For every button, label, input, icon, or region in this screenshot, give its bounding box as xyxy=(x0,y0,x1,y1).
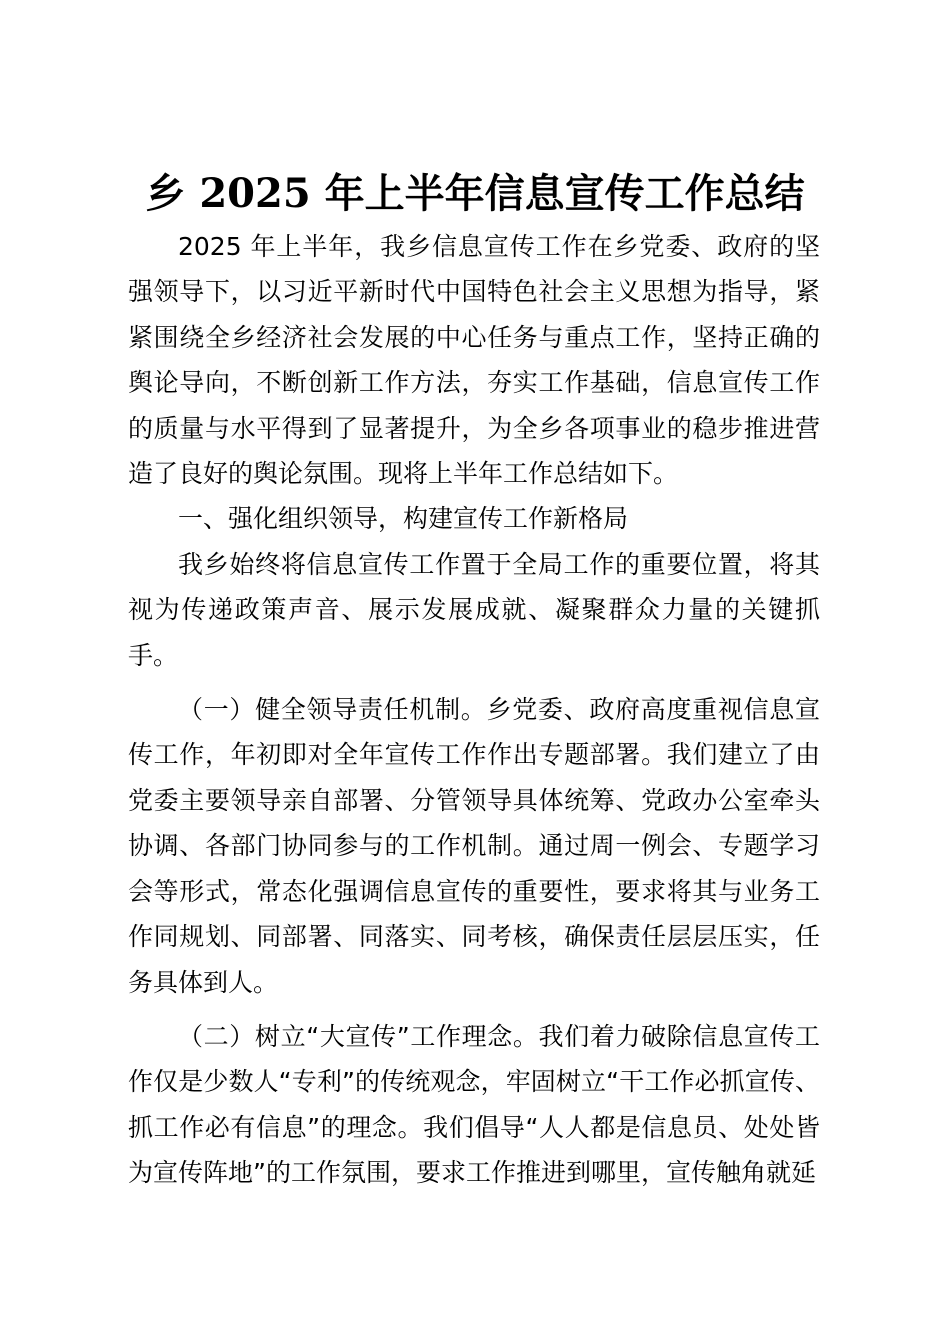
paragraph-subsection-1: （一）健全领导责任机制。乡党委、政府高度重视信息宣传工作，年初即对全年宣传工作作出专题部署。我们建立了由党委主要领导亲自部署、分管领导具体统筹、党政办公室牵头协调、各部门协同参与的工作机制。通过周一例会、专题学习会等形式，常态化强调信息宣传的重要性，要求将其与业务工作同规划、同部署、同落实、同考核，确保责任层层压实，任务具体到人。 xyxy=(128,695,820,997)
paragraph-intro: 2025 年上半年，我乡信息宣传工作在乡党委、政府的坚强领导下，以习近平新时代中国特色社会主义思想为指导，紧紧围绕全乡经济社会发展的中心任务与重点工作，坚持正确的舆论导向，不断创新工作方法，夯实工作基础，信息宣传工作的质量与水平得到了显著提升，为全乡各项事业的稳步推进营造了良好的舆论氛围。现将上半年工作总结如下。 xyxy=(128,232,820,489)
document-title: 乡 2025 年上半年信息宣传工作总结 xyxy=(145,170,805,217)
section-heading-1: 一、强化组织领导，构建宣传工作新格局 xyxy=(178,504,629,534)
paragraph-section-1-intro: 我乡始终将信息宣传工作置于全局工作的重要位置，将其视为传递政策声音、展示发展成就、凝聚群众力量的关键抓手。 xyxy=(128,549,820,670)
document-body xyxy=(128,224,820,1196)
paragraph-subsection-2: （二）树立“大宣传”工作理念。我们着力破除信息宣传工作仅是少数人“专利”的传统观念，牢固树立“干工作必抓宣传、抓工作必有信息”的理念。我们倡导“人人都是信息员、处处皆为宣传阵地”的工作氛围，要求工作推进到哪里，宣传触角就延 xyxy=(128,1021,820,1188)
